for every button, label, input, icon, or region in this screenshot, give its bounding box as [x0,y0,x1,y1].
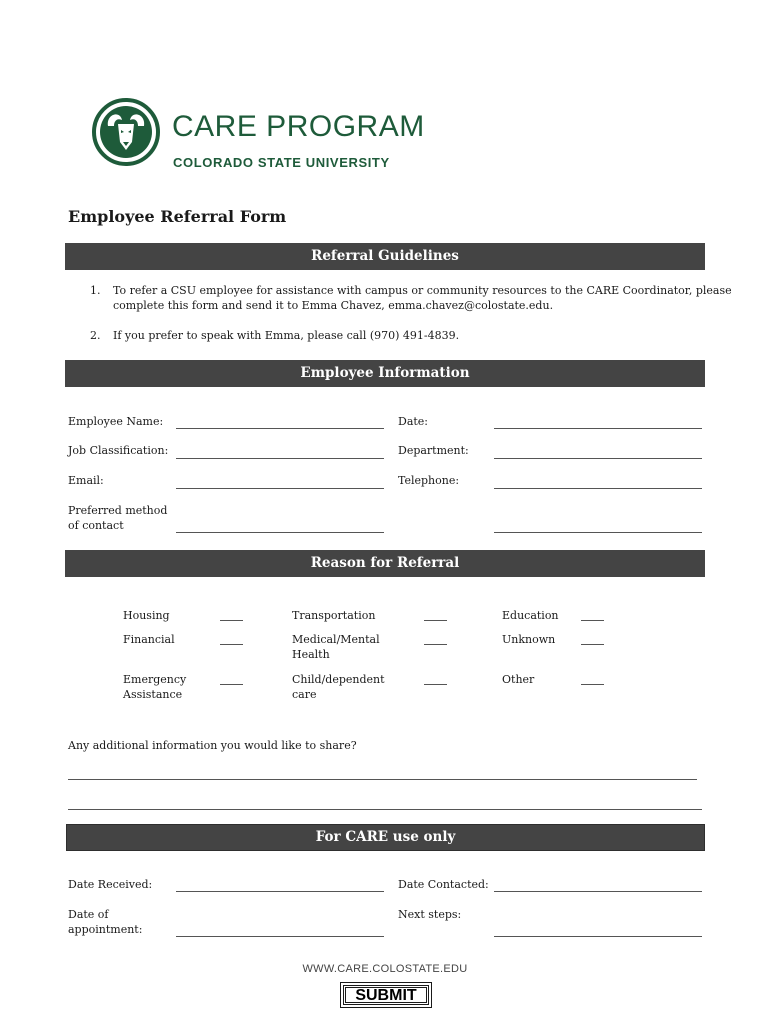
reason-medical-field[interactable] [424,644,447,645]
date-received-label: Date Received: [68,878,153,891]
care-program-logo [92,96,432,176]
reason-medical-label: Health [292,648,330,661]
telephone-field[interactable] [494,488,702,489]
reason-emergency-label: Assistance [123,688,183,701]
guideline-text: complete this form and send it to Emma Chavez, emma.chavez@colostate.edu. [113,299,554,312]
logo-subtitle: COLORADO STATE UNIVERSITY [173,155,390,170]
guideline-text: To refer a CSU employee for assistance with campus or community resources to the CARE Coordinator, please [113,284,732,297]
form-title: Employee Referral Form [68,207,287,226]
reason-child-label: care [292,688,317,701]
additional-info-line-1[interactable] [68,779,697,780]
next-steps-field[interactable] [494,936,702,937]
reason-education-field[interactable] [581,620,604,621]
section-header-care-use: For CARE use only [66,824,705,851]
reason-financial-field[interactable] [220,644,243,645]
reason-child-label: Child/dependent [292,673,385,686]
reason-housing-field[interactable] [220,620,243,621]
footer-url: WWW.CARE.COLOSTATE.EDU [302,963,468,975]
preferred-contact-label: of contact [68,519,124,532]
guideline-text: If you prefer to speak with Emma, please call (970) 491-4839. [113,329,460,342]
section-header-guidelines: Referral Guidelines [65,243,705,270]
appointment-date-label: appointment: [68,923,143,936]
date-received-field[interactable] [176,891,384,892]
reason-emergency-label: Emergency [123,673,187,686]
appointment-date-label: Date of [68,908,109,921]
reason-housing-label: Housing [123,609,170,622]
reason-education-label: Education [502,609,559,622]
telephone-label: Telephone: [398,474,460,487]
date-contacted-label: Date Contacted: [398,878,489,891]
logo-title: CARE PROGRAM [172,110,425,143]
employee-name-field[interactable] [176,428,384,429]
reason-child-field[interactable] [424,684,447,685]
department-label: Department: [398,444,469,457]
csu-ram-icon [92,96,160,168]
next-steps-label: Next steps: [398,908,462,921]
date-field[interactable] [494,428,702,429]
submit-button[interactable]: SUBMIT [343,985,429,1005]
email-field[interactable] [176,488,384,489]
preferred-contact-field-2[interactable] [494,532,702,533]
date-contacted-field[interactable] [494,891,702,892]
guideline-number: 1. [90,284,101,297]
job-classification-label: Job Classification: [68,444,169,457]
department-field[interactable] [494,458,702,459]
additional-info-line-2[interactable] [68,809,702,810]
preferred-contact-label: Preferred method [68,504,168,517]
appointment-date-field[interactable] [176,936,384,937]
reason-financial-label: Financial [123,633,175,646]
email-label: Email: [68,474,104,487]
reason-transportation-label: Transportation [292,609,376,622]
section-header-employee-info: Employee Information [65,360,705,387]
reason-unknown-field[interactable] [581,644,604,645]
reason-other-label: Other [502,673,535,686]
reason-medical-label: Medical/Mental [292,633,380,646]
reason-unknown-label: Unknown [502,633,556,646]
reason-transportation-field[interactable] [424,620,447,621]
employee-name-label: Employee Name: [68,415,164,428]
section-header-reason: Reason for Referral [65,550,705,577]
reason-emergency-field[interactable] [220,684,243,685]
preferred-contact-field[interactable] [176,532,384,533]
job-classification-field[interactable] [176,458,384,459]
date-label: Date: [398,415,429,428]
additional-info-label: Any additional information you would like to share? [68,739,357,752]
guideline-number: 2. [90,329,101,342]
reason-other-field[interactable] [581,684,604,685]
